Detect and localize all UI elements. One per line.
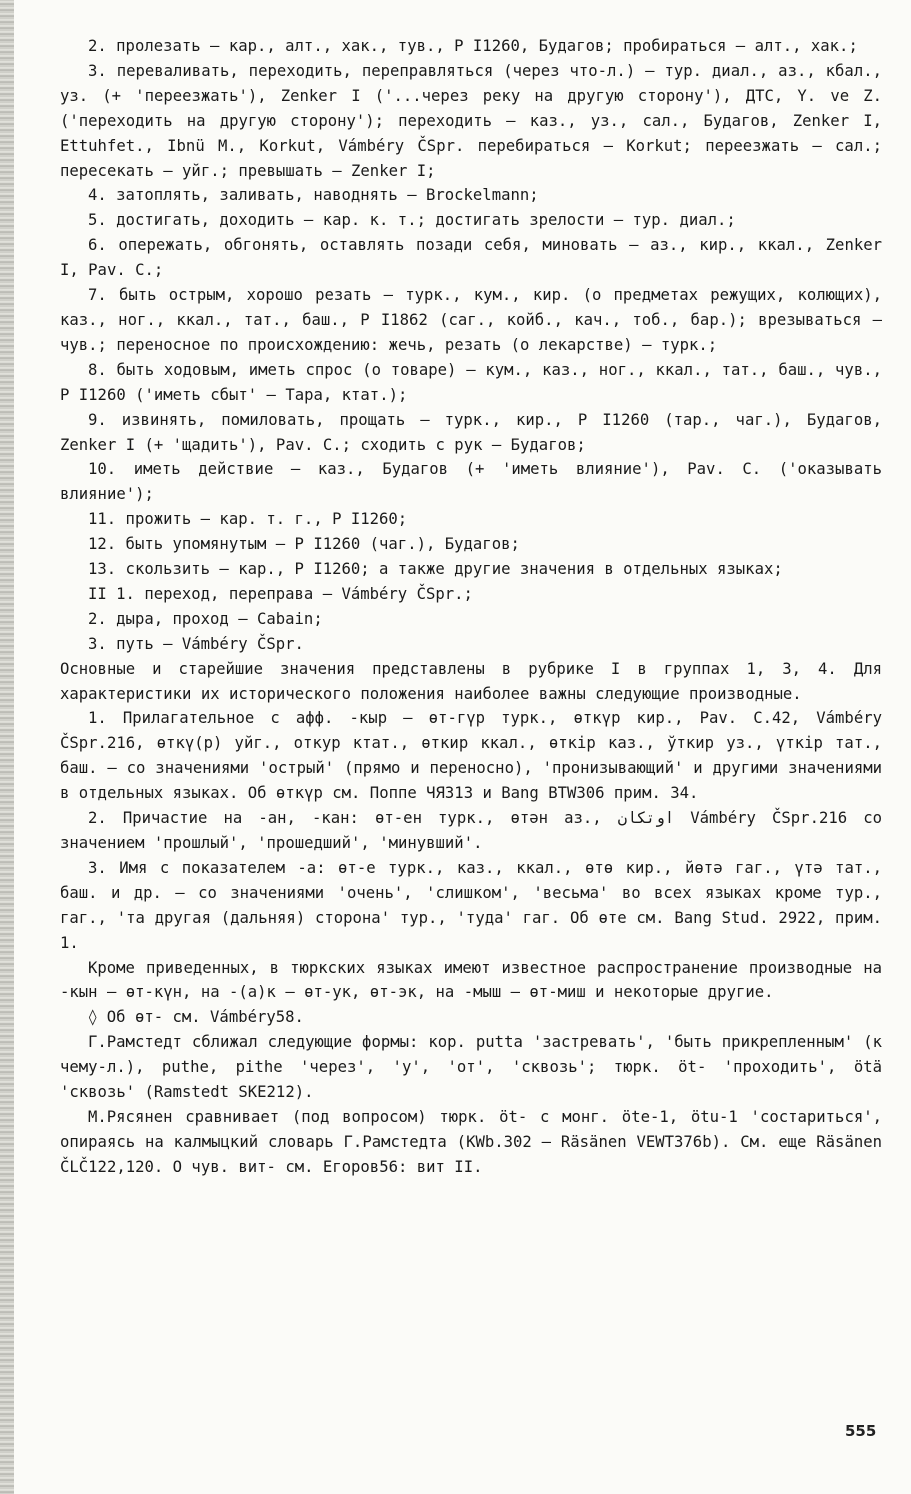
- paragraph: 2. дыра, проход – Cabain;: [88, 609, 323, 628]
- paragraph: 3. переваливать, переходить, переправляться (через что-л.) – тур. диал., аз., кбал., уз. (+ 'переезжать'), Zenker I ('...через реку на другую сторону'), ДТС, Y. ve Z. ('переходить на другую сторону'); переходить – каз., уз., сал., Будагов, Zenker I, Ettuhfet., Ibnü M., Korkut, Vámbéry ČSpr. перебираться – Korkut; переезжать – сал.; пересекать – уйг.; превышать – Zenker I;: [60, 61, 882, 180]
- paragraph: Основные и старейшие значения представлены в рубрике I в группах 1, 3, 4. Для характеристики их исторического положения наиболее важны следующие производные.: [60, 659, 882, 703]
- page-body: [60, 34, 882, 1180]
- paragraph: 2. пролезать – кар., алт., хак., тув., Р I1260, Будагов; пробираться – алт., хак.;: [88, 37, 858, 55]
- paragraph: 9. извинять, помиловать, прощать – турк., кир., Р I1260 (тар., чаг.), Будагов, Zenker I (+ 'щадить'), Pav. C.; сходить с рук – Будагов;: [60, 410, 882, 454]
- paragraph: 10. иметь действие – каз., Будагов (+ 'иметь влияние'), Pav. C. ('оказывать влияние');: [60, 460, 882, 504]
- paragraph: 8. быть ходовым, иметь спрос (о товаре) – кум., каз., ног., ккал., тат., баш., чув., Р I1260 ('иметь сбыт' – Тара, ктат.);: [60, 360, 882, 404]
- paragraph: 2. Причастие на -ан, -кан: өт-ен турк., өтән аз., اوتكان Vámbéry ČSpr.216 со значением 'прошлый', 'прошедший', 'минувший'.: [60, 809, 882, 852]
- paragraph: 11. прожить – кар. т. г., Р I1260;: [88, 510, 408, 529]
- paragraph: 13. скользить – кар., Р I1260; а также другие значения в отдельных языках;: [88, 560, 783, 579]
- paragraph: М.Рясянен сравнивает (под вопросом) тюрк. öt- с монг. öte-1, ötu-1 'состариться', опираясь на калмыцкий словарь Г.Рамстедта (KWb.302 – Räsänen VEWT376b). См. еще Räsänen ČLČ122,120. О чув. вит- см. Егоров56: вит II.: [60, 1107, 882, 1176]
- paragraph: 12. быть упомянутым – Р I1260 (чаг.), Будагов;: [88, 535, 520, 554]
- paragraph: 1. Прилагательное с афф. -кыр – өт-гүр турк., өткүр кир., Pav. C.42, Vámbéry ČSpr.216, өткү(р) уйг., откур ктат., өткир ккал., өткір каз., ўткир уз., үткір тат., баш. – со значениями 'острый' (прямо и переносно), 'пронизывающий' и другими значениями в отдельных языках. Об өткүр см. Поппе ЧЯ313 и Bang BTW306 прим. 34.: [60, 709, 882, 803]
- paragraph: II 1. переход, переправа – Vámbéry ČSpr.;: [88, 584, 473, 603]
- paragraph: 4. затоплять, заливать, наводнять – Brockelmann;: [88, 186, 539, 205]
- paragraph: 5. достигать, доходить – кар. к. т.; достигать зрелости – тур. диал.;: [88, 211, 736, 230]
- paragraph: ◊ Об өт- см. Vámbéry58.: [88, 1008, 304, 1027]
- paragraph: Кроме приведенных, в тюркских языках имеют известное распространение производные на -кын – өт-күн, на -(а)к – өт-ук, өт-эк, на -мыш – өт-миш и некоторые другие.: [60, 958, 882, 1002]
- paragraph: Г.Рамстедт сближал следующие формы: кор. putta 'застревать', 'быть прикрепленным' (к чему-л.), puthe, pithe 'через', 'у', 'от', 'сквозь'; тюрк. öt- 'проходить', ötä 'сквозь' (Ramstedt SKE212).: [60, 1033, 882, 1102]
- paragraph: 6. опережать, обгонять, оставлять позади себя, миновать – аз., кир., ккал., Zenker I, Pav. C.;: [60, 236, 882, 280]
- paragraph: 3. путь – Vámbéry ČSpr.: [88, 634, 304, 653]
- scan-edge: [0, 0, 14, 1494]
- paragraph: 7. быть острым, хорошо резать – турк., кум., кир. (о предметах режущих, колющих), каз., ног., ккал., тат., баш., Р I1862 (саг., койб., кач., тоб., бар.); врезываться – чув.; переносное по происхождению: жечь, резать (о лекарстве) – турк.;: [60, 286, 882, 354]
- paragraph: 3. Имя с показателем -а: өт-е турк., каз., ккал., өтө кир., йөтә гаг., үтә тат., баш. и др. – со значениями 'очень', 'слишком', 'весьма' во всех языках кроме тур., гаг., 'та другая (дальняя) сторона' тур., 'туда' гаг. Об өте см. Bang Stud. 2922, прим. 1.: [60, 858, 882, 952]
- page-number: 555: [845, 1422, 877, 1440]
